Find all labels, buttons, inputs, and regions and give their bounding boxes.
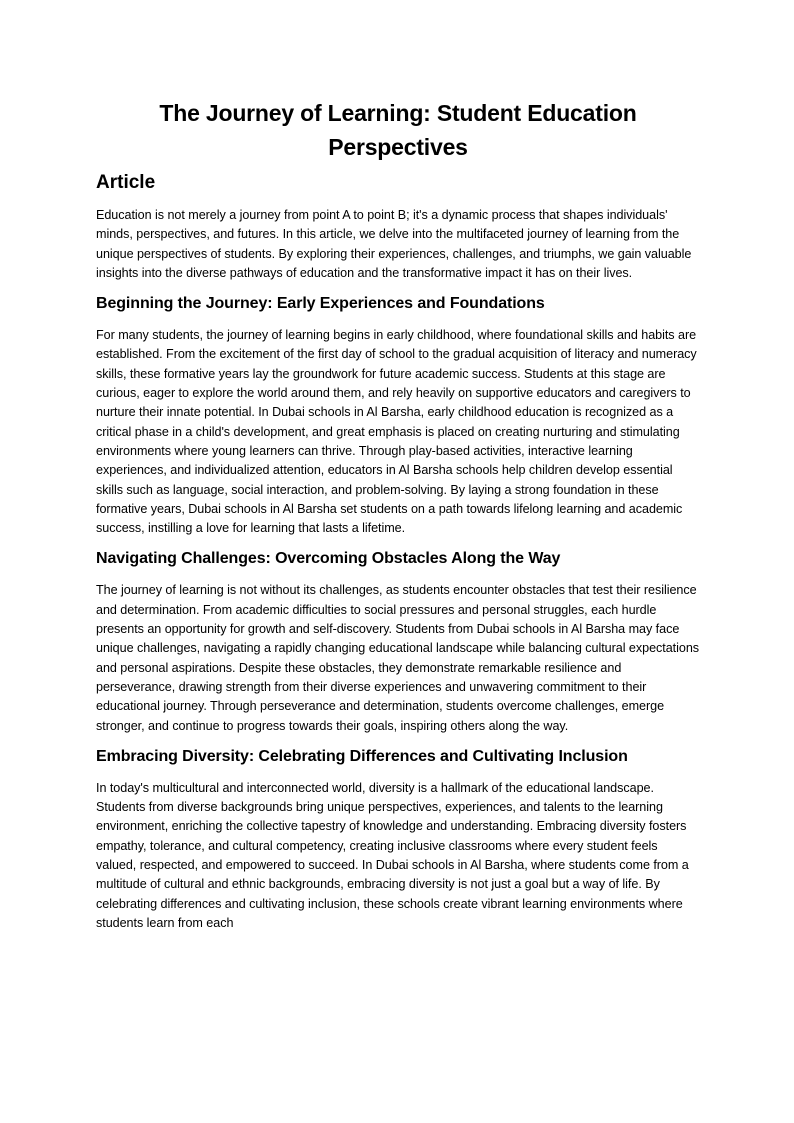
section-heading-challenges: Navigating Challenges: Overcoming Obstacles Along the Way bbox=[96, 550, 561, 568]
document-title: The Journey of Learning: Student Education Perspectives bbox=[159, 100, 637, 160]
document-page bbox=[96, 96, 700, 943]
section-heading-beginning: Beginning the Journey: Early Experiences and Foundations bbox=[96, 295, 545, 313]
section-heading-diversity: Embracing Diversity: Celebrating Differences and Cultivating Inclusion bbox=[96, 747, 628, 765]
section-body-challenges: The journey of learning is not without its challenges, as students encounter obstacles that test their resilience and determination. From academic difficulties to social pressures and personal struggles, each hurdle presents an opportunity for growth and self-discovery. Students from Dubai schools in Al Barsha may face unique challenges, navigating a rapidly changing educational landscape while balancing cultural expectations and personal aspirations. Despite these obstacles, they demonstrate remarkable resilience and perseverance, drawing strength from their diverse experiences and unwavering commitment to their educational journey. Through perseverance and determination, students overcome challenges, emerge stronger, and continue to progress towards their goals, inspiring others along the way. bbox=[96, 583, 700, 733]
intro-paragraph: Education is not merely a journey from point A to point B; it's a dynamic process that shapes individuals' minds, perspectives, and futures. In this article, we delve into the multifaceted journey of learning from the unique perspectives of students. By exploring their experiences, challenges, and triumphs, we gain valuable insights into the diverse pathways of education and the transformative impact it has on their lives. bbox=[96, 208, 692, 280]
section-body-beginning: For many students, the journey of learning begins in early childhood, where foundational skills and habits are established. From the excitement of the first day of school to the gradual acquisition of literacy and numeracy skills, these formative years lay the groundwork for future academic success. Students at this stage are curious, eager to explore the world around them, and rely heavily on supportive educators and caregivers to nurture their innate potential. In Dubai schools in Al Barsha, early childhood education is recognized as a critical phase in a child's development, and great emphasis is placed on creating nurturing and stimulating environments where young learners can thrive. Through play-based activities, interactive learning experiences, and individualized attention, educators in Al Barsha schools help children develop essential skills such as language, social interaction, and problem-solving. By laying a strong foundation in these formative years, Dubai schools in Al Barsha set students on a path towards lifelong learning and academic success, instilling a love for learning that lasts a lifetime. bbox=[96, 328, 697, 536]
section-body-diversity: In today's multicultural and interconnected world, diversity is a hallmark of the educational landscape. Students from diverse backgrounds bring unique perspectives, experiences, and talents to the learning environment, enriching the collective tapestry of knowledge and understanding. Embracing diversity fosters empathy, tolerance, and cultural competency, creating inclusive classrooms where every student feels valued, respected, and empowered to succeed. In Dubai schools in Al Barsha, where students come from a multitude of cultural and ethnic backgrounds, embracing diversity is not just a goal but a way of life. By celebrating differences and cultivating inclusion, these schools create vibrant learning environments where students learn from each bbox=[96, 780, 689, 930]
article-heading: Article bbox=[96, 172, 156, 193]
